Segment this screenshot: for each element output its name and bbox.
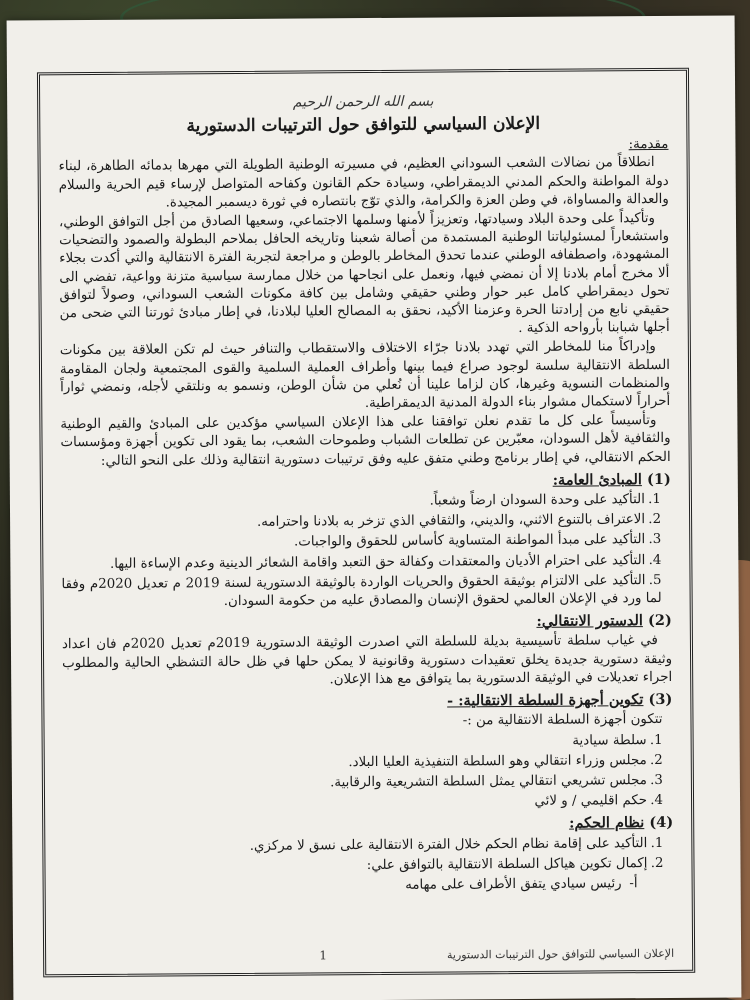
intro-paragraph-1: انطلاقاً من نضالات الشعب السوداني العظيم، في مسيرته الوطنية الطويلة التي مهرها بدمائه الطاهرة، لبناء دولة المواطنة والحكم المدني الديمقراطي، وسيادة حكم القانون وكفاحه المتواصل لإرساء قيم الحرية والسلام والعدالة والمساواة، في وطن العزة والكرامة، والذي توّج بانتصاره في ثورة ديسمبر المجيدة. xyxy=(58,155,669,211)
constitution-paragraph: في غياب سلطة تأسيسية بديلة للسلطة التي اصدرت الوثيقة الدستورية 2019م تعديل 2020م فان اعداد وثيقة دستورية جديدة يخلق تعقيدات دستورية وقانونية لا يمكن حلها في ظل حالة التشظي الحالية والمطلوب اجراء تعديلات في الوثيقة الدستورية بما يتوافق مع هذا الإعلان. xyxy=(61,633,673,688)
list-item: 4.حكم اقليمي / و لائي xyxy=(534,793,664,809)
section-number: (3) xyxy=(648,691,673,709)
page-footer xyxy=(64,946,674,964)
list-subitem: أ-رئيس سيادي يتفق الأطراف على مهامه xyxy=(405,876,638,893)
list-item: 3.مجلس تشريعي انتقالي يمثل السلطة التشريعية والرقابية. xyxy=(330,772,663,791)
section-number: (1) xyxy=(646,470,671,488)
list-item: 3.التأكيد على مبدأ المواطنة المتساوية كأساس للحقوق والواجبات. xyxy=(293,532,662,551)
list-item: 2.مجلس وزراء انتقالي وهو السلطة التنفيذية العليا البلاد. xyxy=(348,752,663,770)
paper-sheet xyxy=(7,15,742,1000)
governance-list xyxy=(63,834,673,897)
list-item: 5.التأكيد على الالتزام بوثيقة الحقوق والحريات الواردة بالوثيقة الدستورية لسنة 2019 م تعديل 2020م وفقا لما ورد في الإعلان العالمي لحقوق الإنسان والمصادق عليه من حكومة السودان. xyxy=(61,572,662,610)
section-heading-governance xyxy=(63,814,673,836)
section-title: نظام الحكم: xyxy=(569,814,645,832)
intro-paragraph-4: وتأسيساً على كل ما تقدم نعلن توافقنا على هذا الإعلان السياسي مؤكدين على المبادئ والقيم الوطنية والثقافية لأهل السودان، معبّرين عن تطلعات الشباب وطموحات الشعب، بما يقود الى تكوين أجهزة ومؤسسات الحكم الانتقالي، في إطار برنامج وطني متفق عليه وفق ترتيبات دستورية انتقالية وذلك على النحو التالي: xyxy=(60,413,671,469)
list-item: 1.التأكيد على إقامة نظام الحكم خلال الفترة الانتقالية على نسق لا مركزي. xyxy=(249,835,664,854)
list-intro: تتكون أجهزة السلطة الانتقالية من :- xyxy=(462,712,663,729)
section-title: المبادئ العامة: xyxy=(552,470,642,489)
list-item: 2.إكمال تكوين هياكل السلطة الانتقالية بالتوافق علي: xyxy=(366,855,664,873)
list-item: 4.التأكيد على احترام الأديان والمعتقدات وكفالة حق التعبد واقامة الشعائر الدينية وعدم الإساءة اليها. xyxy=(109,552,662,572)
document-body xyxy=(58,91,674,897)
page-number: 1 xyxy=(319,948,328,963)
principles-list xyxy=(61,491,672,612)
section-heading-principles xyxy=(61,471,671,493)
section-heading-constitution xyxy=(62,612,672,634)
footer-title: الإعلان السياسي للتوافق حول الترتيبات الدستورية xyxy=(446,946,675,962)
intro-paragraph-3: وإدراكاً منا للمخاطر التي تهدد بلادنا جرّاء الاختلاف والاستقطاب والتنافر حيث لم تكن العلاقة بين مكونات السلطة الانتقالية سلسة لوجود صراع فيما بينها وأطراف العملية السلمية والقوى المجتمعية ولجان المقاومة والمنظمات النسوية وغيرها، كان لزاما علينا أن نُعلي من شأن الوطن، ونسمو به ونلتقي لأجله، ونمضي ثواراً أحراراً لاستكمال مشوار بناء الدولة المدنية الديمقراطية. xyxy=(59,339,671,412)
page-border-frame xyxy=(37,68,695,978)
section-title: تكوين أجهزة السلطة الانتقالية: - xyxy=(447,691,644,710)
authority-bodies-list xyxy=(62,711,673,814)
section-title: الدستور الانتقالي: xyxy=(536,612,643,631)
section-heading-authority-bodies xyxy=(62,691,672,713)
intro-paragraph-2: وتأكيداً على وحدة البلاد وسيادتها، وتعزيزاً لأمنها وسلمها الاجتماعي، وسعيها الصادق من أجل التوافق الوطني، واستشعاراً لمسئولياتنا الوطنية المستمدة من أصالة شعبنا وتاريخه الحافل بملاحم البطولة والصمود والتضحيات المشهودة، واصطفافه الوطني عندما تحدق المخاطر بالوطن و مراجعة لتجربة الفترة الانتقالية والتي أكدت بجلاء ألا مخرج أمام بلادنا إلا أن نمضي فيها، ونعمل على انجاحها من خلال ممارسة سياسية متزنة وواعية، تفضي الى تحول ديمقراطي كامل عبر حوار وطني حقيقي وشامل بين كافة مكونات الشعب السوداني، وصولاً لتوافق حقيقي نابع من إرادتنا الحرة وعزمنا الأكيد، نحقق به المصالح العليا لبلادنا، في إطار مبادئ ثورتنا التي ضحى من أجلها شبابنا بأرواحه الذكية . xyxy=(58,211,670,337)
document-title: الإعلان السياسي للتوافق حول الترتيبات الدستورية xyxy=(186,113,541,137)
section-number: (4) xyxy=(649,814,674,832)
list-item: 2.الاعتراف بالتنوع الاثني، والديني، والثقافي الذي تزخر به بلادنا واحترامه. xyxy=(256,512,662,531)
section-number: (2) xyxy=(647,612,672,630)
list-item: 1.التأكيد على وحدة السودان ارضاً وشعباً. xyxy=(429,492,661,509)
list-item: 1.سلطة سيادية xyxy=(572,732,663,749)
intro-label: مقدمة: xyxy=(628,137,669,153)
basmala: بسم الله الرحمن الرحيم xyxy=(292,93,434,111)
